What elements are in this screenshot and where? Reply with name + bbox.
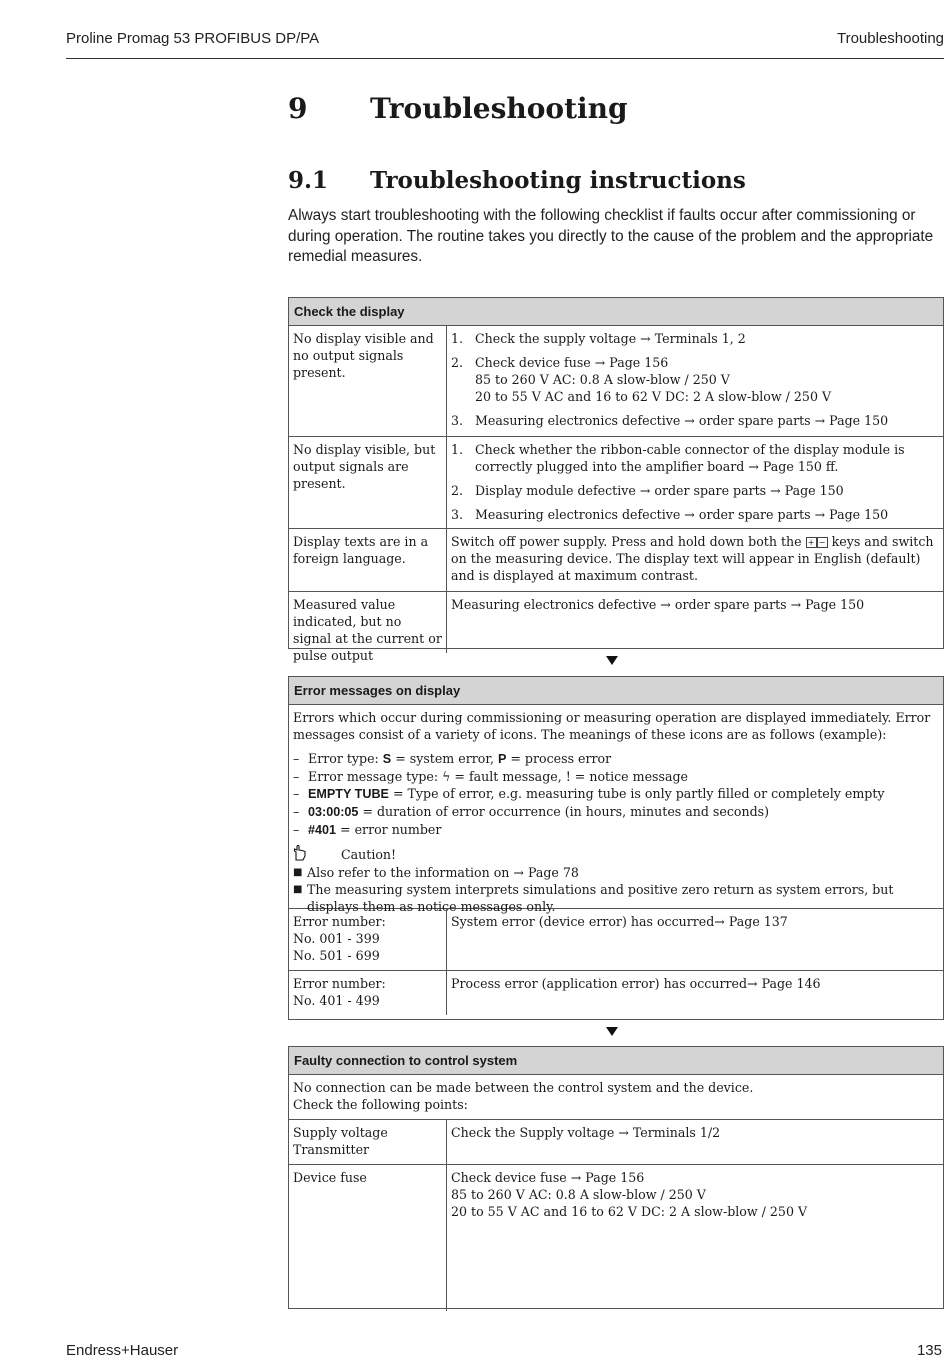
- plus-key-icon: +: [806, 537, 817, 548]
- list-item: 2. Display module defective → order spare parts → Page 150: [451, 483, 844, 498]
- connection-intro-cell: No connection can be made between the control system and the device. Check the following points:: [293, 1080, 754, 1112]
- list-item: ■ Also refer to the information on → Page 78: [293, 865, 579, 880]
- table-row: [289, 436, 943, 528]
- list-item: 1. Check the supply voltage → Terminals 1, 2: [451, 331, 746, 346]
- running-header-left: Proline Promag 53 PROFIBUS DP/PA: [66, 30, 320, 47]
- table-row: [289, 1164, 943, 1311]
- table-title: Check the display: [289, 298, 943, 326]
- remedy-cell: Check the Supply voltage → Terminals 1/2: [451, 1125, 721, 1140]
- remedy-cell: Measuring electronics defective → order spare parts → Page 150: [451, 597, 865, 612]
- page-number: 135: [916, 1342, 942, 1359]
- list-item: 3. Measuring electronics defective → order spare parts → Page 150: [451, 413, 889, 428]
- list-item: – #401 = error number: [293, 822, 442, 837]
- table-title: Error messages on display: [289, 677, 943, 705]
- list-item: – Error type: S = system error, P = process error: [293, 751, 612, 766]
- caution-label: Caution!: [341, 847, 397, 862]
- check-item-cell: Supply voltage Transmitter: [289, 1120, 447, 1164]
- symptom-cell: No display visible, but output signals are present.: [289, 437, 447, 528]
- error-number-cell: Error number: No. 001 - 399 No. 501 - 699: [289, 909, 447, 970]
- chapter-heading: [288, 92, 628, 125]
- intro-paragraph: Always start troubleshooting with the following checklist if faults occur after commissioning or during operation. The routine takes you directly to the cause of the problem and the appropriate remedial measures.: [288, 207, 934, 265]
- remedy-cell: [447, 326, 943, 436]
- error-description-cell: [289, 705, 943, 914]
- section-heading: [288, 167, 746, 194]
- table-row: [289, 326, 943, 436]
- chapter-number: 9: [288, 92, 308, 125]
- remedy-cell: Check device fuse → Page 156 85 to 260 V AC: 0.8 A slow-blow / 250 V 20 to 55 V AC and 16 to 62 V DC: 2 A slow-blow / 250 V: [451, 1170, 808, 1219]
- symptom-cell: Display texts are in a foreign language.: [289, 529, 447, 591]
- arrow-down-icon: [606, 1027, 618, 1036]
- symptom-cell: No display visible and no output signals present.: [289, 326, 447, 436]
- table-row: [289, 528, 943, 591]
- faulty-connection-table: [288, 1046, 944, 1309]
- table-title: Faulty connection to control system: [289, 1047, 943, 1075]
- remedy-cell: [447, 437, 943, 528]
- error-number-cell: Error number: No. 401 - 499: [289, 971, 447, 1015]
- list-item: – EMPTY TUBE = Type of error, e.g. measuring tube is only partly filled or completely empty: [293, 786, 885, 801]
- error-messages-table: [288, 676, 944, 1020]
- table-row: [289, 908, 943, 970]
- chapter-title: Troubleshooting: [370, 92, 628, 125]
- table-row: [289, 1119, 943, 1164]
- check-display-table: [288, 297, 944, 663]
- error-intro: Errors which occur during commissioning or measuring operation are displayed immediately. Error messages consist of a variety of icons. The meanings of these icons are as follows (example):: [293, 710, 931, 742]
- header-rule: [66, 58, 944, 59]
- table-row: [289, 591, 943, 663]
- table-row: [289, 970, 943, 1015]
- list-item: – Error message type: ϟ = fault message, ! = notice message: [293, 769, 688, 784]
- list-item: 2. Check device fuse → Page 156 85 to 260 V AC: 0.8 A slow-blow / 250 V 20 to 55 V AC and 16 to 62 V DC: 2 A slow-blow / 250 V: [451, 355, 832, 404]
- section-title: Troubleshooting instructions: [370, 167, 746, 194]
- minus-key-icon: −: [817, 537, 828, 548]
- running-header-right: Troubleshooting: [836, 30, 944, 47]
- arrow-down-icon: [606, 656, 618, 665]
- caution-note: [293, 845, 939, 864]
- remedy-cell: Switch off power supply. Press and hold down both the + − keys and switch on the measuring device. The display text will appear in English (default) and is displayed at maximum contrast.: [451, 534, 934, 583]
- list-item: ■ The measuring system interprets simulations and positive zero return as system errors, but displays them as notice messages only.: [293, 882, 894, 914]
- symptom-cell: Measured value indicated, but no signal at the current or pulse output: [289, 592, 447, 653]
- list-item: – 03:00:05 = duration of error occurrence (in hours, minutes and seconds): [293, 804, 770, 819]
- remedy-cell: System error (device error) has occurred→ Page 137: [451, 914, 788, 929]
- check-item-cell: Device fuse: [289, 1165, 447, 1311]
- list-item: 3. Measuring electronics defective → order spare parts → Page 150: [451, 507, 889, 522]
- section-number: 9.1: [288, 167, 329, 194]
- remedy-cell: Process error (application error) has occurred→ Page 146: [451, 976, 821, 991]
- footer-brand: Endress+Hauser: [66, 1342, 179, 1359]
- hand-caution-icon: [293, 845, 341, 864]
- list-item: 1. Check whether the ribbon-cable connector of the display module is correctly plugged into the amplifier board → Page 150 ff.: [451, 442, 905, 474]
